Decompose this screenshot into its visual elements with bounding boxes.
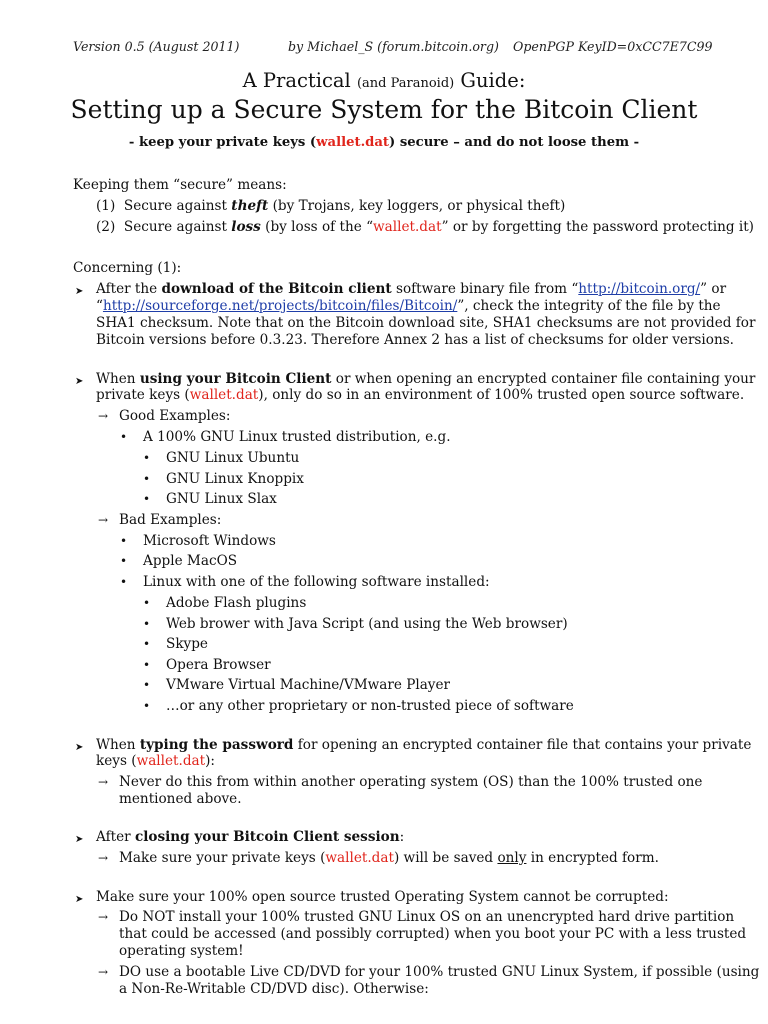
good-examples-intro: A 100% GNU Linux trusted distribution, e.g. xyxy=(143,429,451,445)
good-examples-label: Good Examples: xyxy=(119,408,231,424)
subtitle: - keep your private keys (wallet.dat) secure – and do not loose them - xyxy=(128,135,640,150)
bad-examples-label: Bad Examples: xyxy=(119,512,222,528)
bad-sub-item: VMware Virtual Machine/VMware Player xyxy=(166,677,451,693)
b5-sub1-line-3: operating system! xyxy=(119,943,244,959)
bad-sub-item: Skype xyxy=(166,636,208,652)
bad-item: Apple MacOS xyxy=(143,553,238,569)
arrow-bullet-icon: → xyxy=(98,513,109,527)
good-item: GNU Linux Knoppix xyxy=(166,471,304,487)
dot-bullet-icon: • xyxy=(143,472,151,486)
dot-bullet-icon: • xyxy=(143,617,151,631)
dot-bullet-icon: • xyxy=(143,637,151,651)
good-item: GNU Linux Slax xyxy=(166,491,277,507)
triangle-bullet-icon: ➤ xyxy=(75,286,84,297)
page-title: Setting up a Secure System for the Bitcoin Client xyxy=(70,95,698,124)
arrow-bullet-icon: → xyxy=(98,910,109,924)
arrow-bullet-icon: → xyxy=(98,775,109,789)
b1-line-2: “http://sourceforge.net/projects/bitcoin/files/Bitcoin/”, check the integrity of the file by the xyxy=(96,298,721,314)
b1-line-1: After the download of the Bitcoin client software binary file from “http://bitcoin.org/” or xyxy=(96,281,727,297)
triangle-bullet-icon: ➤ xyxy=(75,376,84,387)
arrow-bullet-icon: → xyxy=(98,851,109,865)
bad-item: Linux with one of the following software installed: xyxy=(143,574,490,590)
b3-sub-line-1: Never do this from within another operating system (OS) than the 100% trusted one xyxy=(119,774,703,790)
triangle-bullet-icon: ➤ xyxy=(75,742,84,753)
intro-item-2: (2) Secure against loss (by loss of the “wallet.dat” or by forgetting the password protecting it) xyxy=(96,219,754,235)
arrow-bullet-icon: → xyxy=(98,409,109,423)
sourceforge-link[interactable]: http://sourceforge.net/projects/bitcoin/files/Bitcoin/ xyxy=(102,298,458,314)
triangle-bullet-icon: ➤ xyxy=(75,834,84,845)
good-item: GNU Linux Ubuntu xyxy=(166,450,300,466)
version-text: Version 0.5 (August 2011) xyxy=(73,39,240,54)
b3-sub-line-2: mentioned above. xyxy=(119,791,242,807)
concerning-heading: Concerning (1): xyxy=(73,260,182,276)
b5-sub2-line-1: DO use a bootable Live CD/DVD for your 100% trusted GNU Linux System, if possible (using xyxy=(119,964,760,980)
b2-line-1: When using your Bitcoin Client or when opening an encrypted container file containing your xyxy=(96,371,756,387)
b4-sub-line: Make sure your private keys (wallet.dat) will be saved only in encrypted form. xyxy=(119,850,659,866)
bad-item: Microsoft Windows xyxy=(143,533,276,549)
dot-bullet-icon: • xyxy=(143,492,151,506)
pgp-key-text: OpenPGP KeyID=0xCC7E7C99 xyxy=(513,39,713,54)
b5-sub2-line-2: a Non-Re-Writable CD/DVD disc). Otherwise: xyxy=(119,981,429,997)
b1-line-3: SHA1 checksum. Note that on the Bitcoin download site, SHA1 checksums are not provided for xyxy=(96,315,756,331)
author-text: by Michael_S (forum.bitcoin.org) xyxy=(288,39,499,54)
bad-sub-item: Opera Browser xyxy=(166,657,271,673)
b5-line-1: Make sure your 100% open source trusted Operating System cannot be corrupted: xyxy=(96,889,669,905)
dot-bullet-icon: • xyxy=(120,430,128,444)
triangle-bullet-icon: ➤ xyxy=(75,894,84,905)
bad-sub-item: Web brower with Java Script (and using the Web browser) xyxy=(166,616,568,632)
dot-bullet-icon: • xyxy=(143,451,151,465)
b4-line-1: After closing your Bitcoin Client session: xyxy=(96,829,405,845)
b5-sub1-line-1: Do NOT install your 100% trusted GNU Linux OS on an unencrypted hard drive partition xyxy=(119,909,735,925)
dot-bullet-icon: • xyxy=(143,658,151,672)
dot-bullet-icon: • xyxy=(143,699,151,713)
bad-sub-item: …or any other proprietary or non-trusted piece of software xyxy=(166,698,574,714)
b3-line-2: keys (wallet.dat): xyxy=(96,753,215,769)
dot-bullet-icon: • xyxy=(120,554,128,568)
b2-line-2: private keys (wallet.dat), only do so in an environment of 100% trusted open source software. xyxy=(96,387,745,403)
b5-sub1-line-2: that could be accessed (and possibly corrupted) when you boot your PC with a less trusted xyxy=(119,926,747,942)
b3-line-1: When typing the password for opening an encrypted container file that contains your private xyxy=(96,737,752,753)
title-line-1: A Practical (and Paranoid) Guide: xyxy=(242,69,526,92)
intro-item-1: (1) Secure against theft (by Trojans, key loggers, or physical theft) xyxy=(96,198,566,214)
dot-bullet-icon: • xyxy=(120,534,128,548)
dot-bullet-icon: • xyxy=(120,575,128,589)
b1-line-4: Bitcoin versions before 0.3.23. Therefore Annex 2 has a list of checksums for older versions. xyxy=(96,332,734,348)
arrow-bullet-icon: → xyxy=(98,965,109,979)
dot-bullet-icon: • xyxy=(143,596,151,610)
intro-lead: Keeping them “secure” means: xyxy=(73,177,287,193)
dot-bullet-icon: • xyxy=(143,678,151,692)
bitcoin-org-link[interactable]: http://bitcoin.org/ xyxy=(578,281,701,297)
bad-sub-item: Adobe Flash plugins xyxy=(166,595,307,611)
